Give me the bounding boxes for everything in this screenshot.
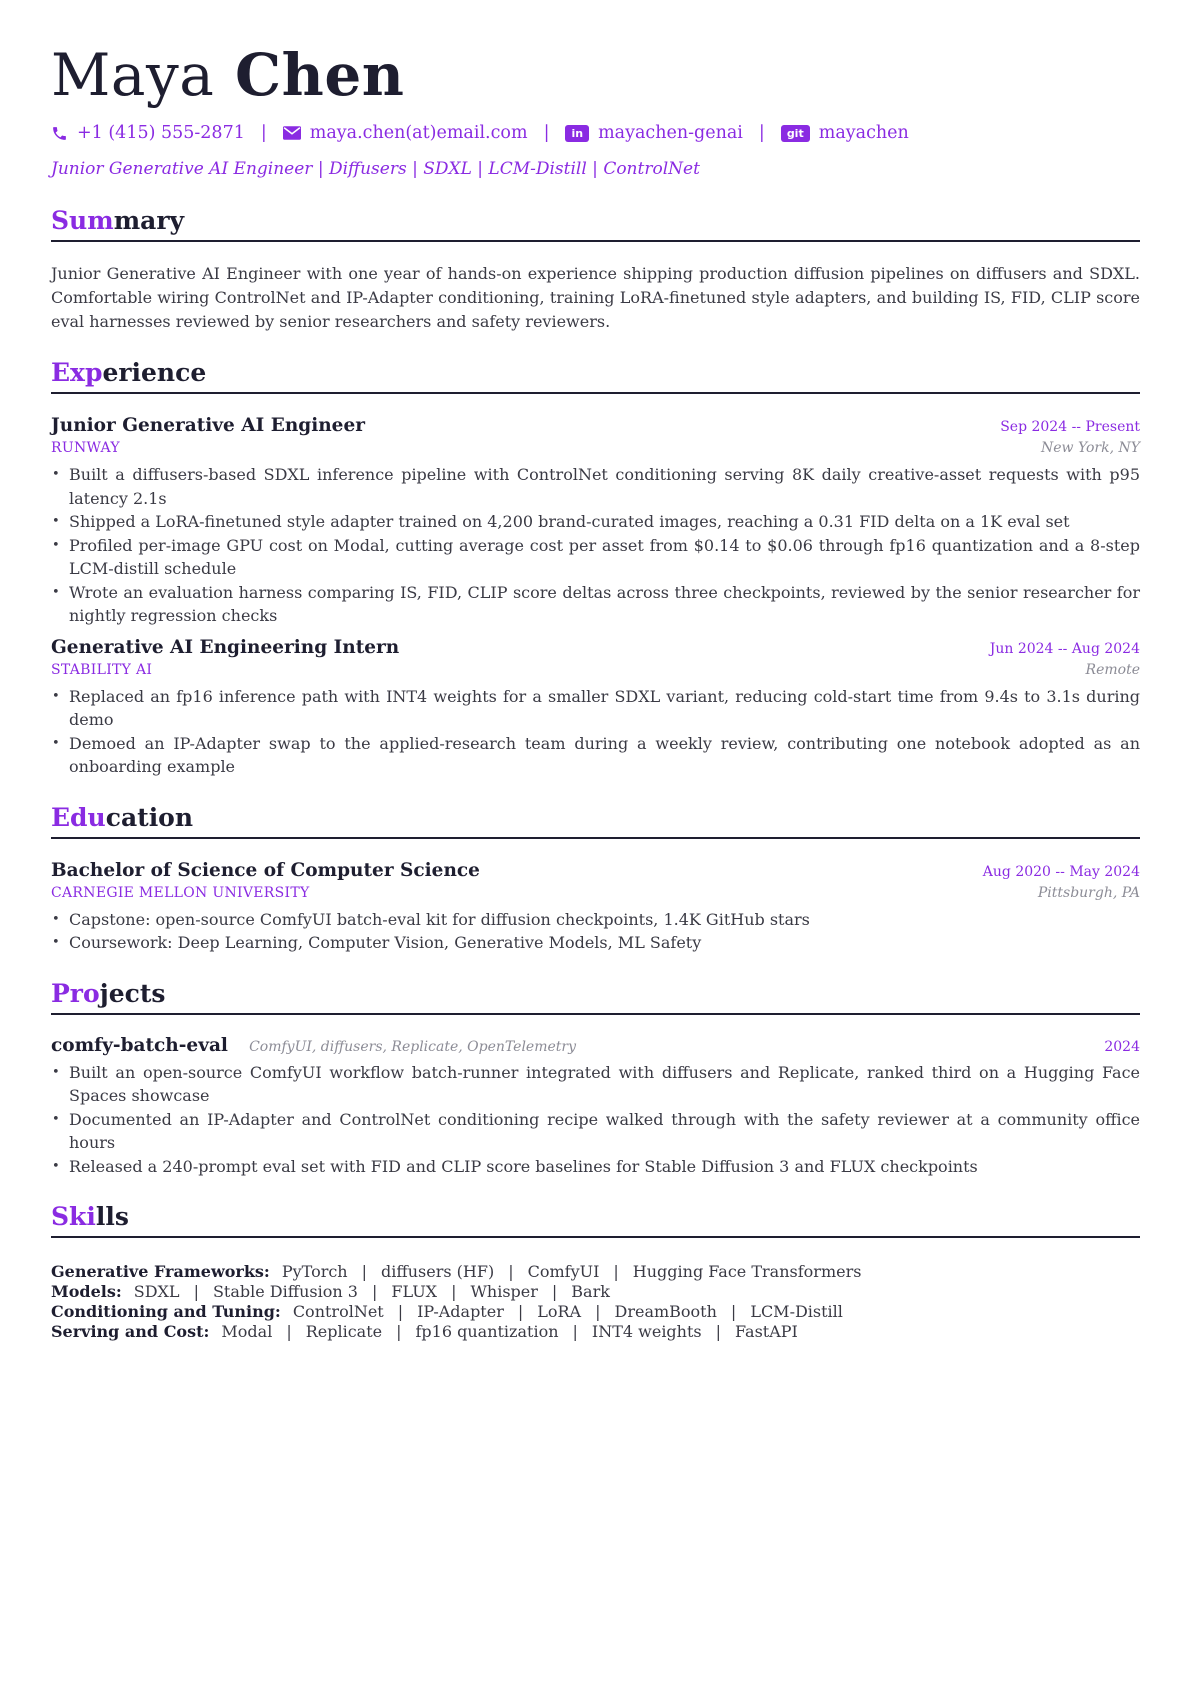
job-company: STABILITY AI — [51, 661, 153, 678]
job-title: Generative AI Engineering Intern — [51, 636, 400, 658]
last-name: Chen — [235, 41, 405, 109]
section-title-rest: cation — [105, 802, 194, 832]
section-title-skills — [51, 1200, 1140, 1238]
contact-phone[interactable] — [51, 123, 245, 143]
skill-item: Modal — [221, 1322, 273, 1341]
section-title-education — [51, 801, 1140, 839]
skill-item: Whisper — [470, 1282, 538, 1301]
section-title-accent: Exp — [51, 358, 103, 387]
envelope-icon — [283, 126, 301, 140]
skill-group-label: Serving and Cost: — [51, 1322, 210, 1341]
list-item: • Built a diffusers-based SDXL inference pipeline with ControlNet conditioning serving 8K daily creative-asset requests with p95 latency 2.1s — [51, 463, 1140, 510]
skill-item: Hugging Face Transformers — [632, 1262, 862, 1281]
summary-text: Junior Generative AI Engineer with one year of hands-on experience shipping production diffusion pipelines on diffusers and SDXL. Comfortable wiring ControlNet and IP-Adapter conditioning, training LoRA-finetuned style adapters, and building IS, FID, CLIP score eval harnesses reviewed by senior researchers and safety reviewers. — [51, 264, 1140, 331]
skill-separator: | — [517, 1302, 524, 1321]
skill-item: fp16 quantization — [415, 1322, 559, 1341]
project-entry — [51, 1035, 1140, 1179]
school-name: CARNEGIE MELLON UNIVERSITY — [51, 884, 310, 901]
skill-group — [51, 1262, 1140, 1282]
section-title-rest: erience — [102, 358, 207, 387]
skill-group-label: Generative Frameworks: — [51, 1262, 270, 1281]
skill-item: LoRA — [537, 1302, 582, 1321]
job-date: Sep 2024 -- Present — [1000, 419, 1140, 435]
contact-email[interactable] — [283, 123, 528, 143]
skill-item: diffusers (HF) — [381, 1262, 495, 1281]
project-tech: ComfyUI, diffusers, Replicate, OpenTelemetry — [249, 1038, 576, 1055]
skill-separator: | — [551, 1282, 558, 1301]
skill-item: DreamBooth — [614, 1302, 717, 1321]
github-text: mayachen — [818, 123, 909, 143]
experience-entry — [51, 636, 1140, 779]
section-title-accent: Sum — [51, 206, 114, 235]
job-title: Junior Generative AI Engineer — [51, 415, 365, 436]
linkedin-text: mayachen-genai — [598, 123, 743, 143]
first-name: Maya — [51, 41, 215, 109]
skill-separator: | — [451, 1282, 457, 1301]
section-title-experience — [51, 356, 1140, 394]
skill-separator: | — [193, 1282, 199, 1301]
github-icon: git — [781, 125, 810, 142]
skill-group — [51, 1322, 1140, 1342]
skill-separator: | — [730, 1302, 737, 1321]
contact-separator: | — [543, 123, 550, 143]
skill-item: ComfyUI — [527, 1262, 600, 1281]
list-item: • Demoed an IP-Adapter swap to the applied-research team during a weekly review, contributing one notebook adopted as an onboarding example — [51, 732, 1140, 779]
skill-separator: | — [286, 1322, 292, 1341]
skill-item: Bark — [571, 1282, 610, 1301]
list-item: • Documented an IP-Adapter and ControlNet conditioning recipe walked through with the safety reviewer at a community office hours — [51, 1108, 1140, 1155]
skill-separator: | — [396, 1322, 402, 1341]
skill-item: SDXL — [133, 1282, 180, 1301]
list-item: • Released a 240-prompt eval set with FID and CLIP score baselines for Stable Diffusion 3 and FLUX checkpoints — [51, 1155, 1140, 1179]
skill-group — [51, 1302, 1140, 1322]
skill-item: Stable Diffusion 3 — [212, 1282, 358, 1301]
skill-item: FastAPI — [735, 1322, 798, 1341]
contact-separator: | — [260, 123, 267, 143]
skill-item: ControlNet — [292, 1302, 384, 1321]
contact-bar — [51, 118, 1140, 148]
list-item: • Shipped a LoRA-finetuned style adapter trained on 4,200 brand-curated images, reaching a 0.31 FID delta on a 1K eval set — [51, 510, 1140, 534]
skill-item: IP-Adapter — [417, 1302, 504, 1321]
skill-separator: | — [508, 1262, 514, 1281]
list-item: • Built an open-source ComfyUI workflow batch-runner integrated with diffusers and Replicate, ranked third on a Hugging Face Spaces showcase — [51, 1061, 1140, 1108]
job-bullets — [51, 685, 1140, 779]
skill-group-label: Models: — [51, 1282, 122, 1301]
skill-separator: | — [613, 1262, 619, 1281]
education-bullets — [51, 908, 1140, 955]
project-name: comfy-batch-eval — [51, 1034, 228, 1056]
job-location: Remote — [1085, 661, 1140, 678]
skill-separator: | — [595, 1302, 601, 1321]
list-item: • Wrote an evaluation harness comparing IS, FID, CLIP score deltas across three checkpoints, reviewed by the senior researcher for nightly regression checks — [51, 581, 1140, 628]
job-company: RUNWAY — [51, 440, 120, 456]
list-item: • Replaced an fp16 inference path with INT4 weights for a smaller SDXL variant, reducing cold-start time from 9.4s to 3.1s during demo — [51, 685, 1140, 732]
contact-separator: | — [758, 123, 765, 143]
education-date: Aug 2020 -- May 2024 — [982, 863, 1140, 880]
contact-linkedin[interactable] — [565, 123, 742, 143]
project-bullets — [51, 1061, 1140, 1179]
section-title-rest: lls — [95, 1202, 129, 1231]
email-text: maya.chen(at)email.com — [309, 123, 528, 143]
section-title-accent: Ski — [51, 1202, 96, 1231]
contact-github[interactable] — [781, 123, 909, 143]
section-title-accent: Pro — [51, 978, 100, 1008]
degree-title: Bachelor of Science of Computer Science — [51, 859, 480, 881]
job-bullets — [51, 463, 1140, 628]
skill-group — [51, 1282, 1140, 1302]
skill-item: PyTorch — [281, 1262, 348, 1281]
candidate-name — [51, 40, 1140, 110]
education-entry — [51, 859, 1140, 955]
project-date: 2024 — [1104, 1038, 1140, 1055]
skill-separator: | — [397, 1302, 404, 1321]
skill-item: LCM-Distill — [750, 1302, 843, 1321]
skill-separator: | — [715, 1322, 722, 1341]
phone-text: +1 (415) 555-2871 — [77, 123, 245, 143]
skill-group-label: Conditioning and Tuning: — [51, 1302, 281, 1321]
section-title-summary — [51, 204, 1140, 242]
skill-item: FLUX — [391, 1282, 438, 1301]
job-date: Jun 2024 -- Aug 2024 — [989, 640, 1140, 657]
skill-separator: | — [371, 1282, 378, 1301]
list-item: • Coursework: Deep Learning, Computer Vision, Generative Models, ML Safety — [51, 931, 1140, 955]
skill-separator: | — [572, 1322, 578, 1341]
section-title-projects — [51, 977, 1140, 1015]
skills-list — [51, 1262, 1140, 1342]
linkedin-icon: in — [565, 125, 589, 142]
phone-icon — [51, 125, 68, 142]
tagline: Junior Generative AI Engineer | Diffusers | SDXL | LCM-Distill | ControlNet — [51, 159, 700, 179]
section-title-accent: Edu — [51, 802, 106, 832]
section-title-rest: jects — [99, 978, 166, 1008]
skill-item: INT4 weights — [591, 1322, 702, 1341]
list-item: • Capstone: open-source ComfyUI batch-eval kit for diffusion checkpoints, 1.4K GitHub stars — [51, 908, 1140, 932]
section-title-rest: mary — [113, 206, 185, 235]
list-item: • Profiled per-image GPU cost on Modal, cutting average cost per asset from $0.14 to $0.06 through fp16 quantization and a 8-step LCM-distill schedule — [51, 534, 1140, 581]
school-location: Pittsburgh, PA — [1037, 884, 1140, 901]
skill-separator: | — [361, 1262, 367, 1281]
experience-entry — [51, 414, 1140, 628]
job-location: New York, NY — [1041, 440, 1140, 456]
skill-item: Replicate — [305, 1322, 383, 1341]
